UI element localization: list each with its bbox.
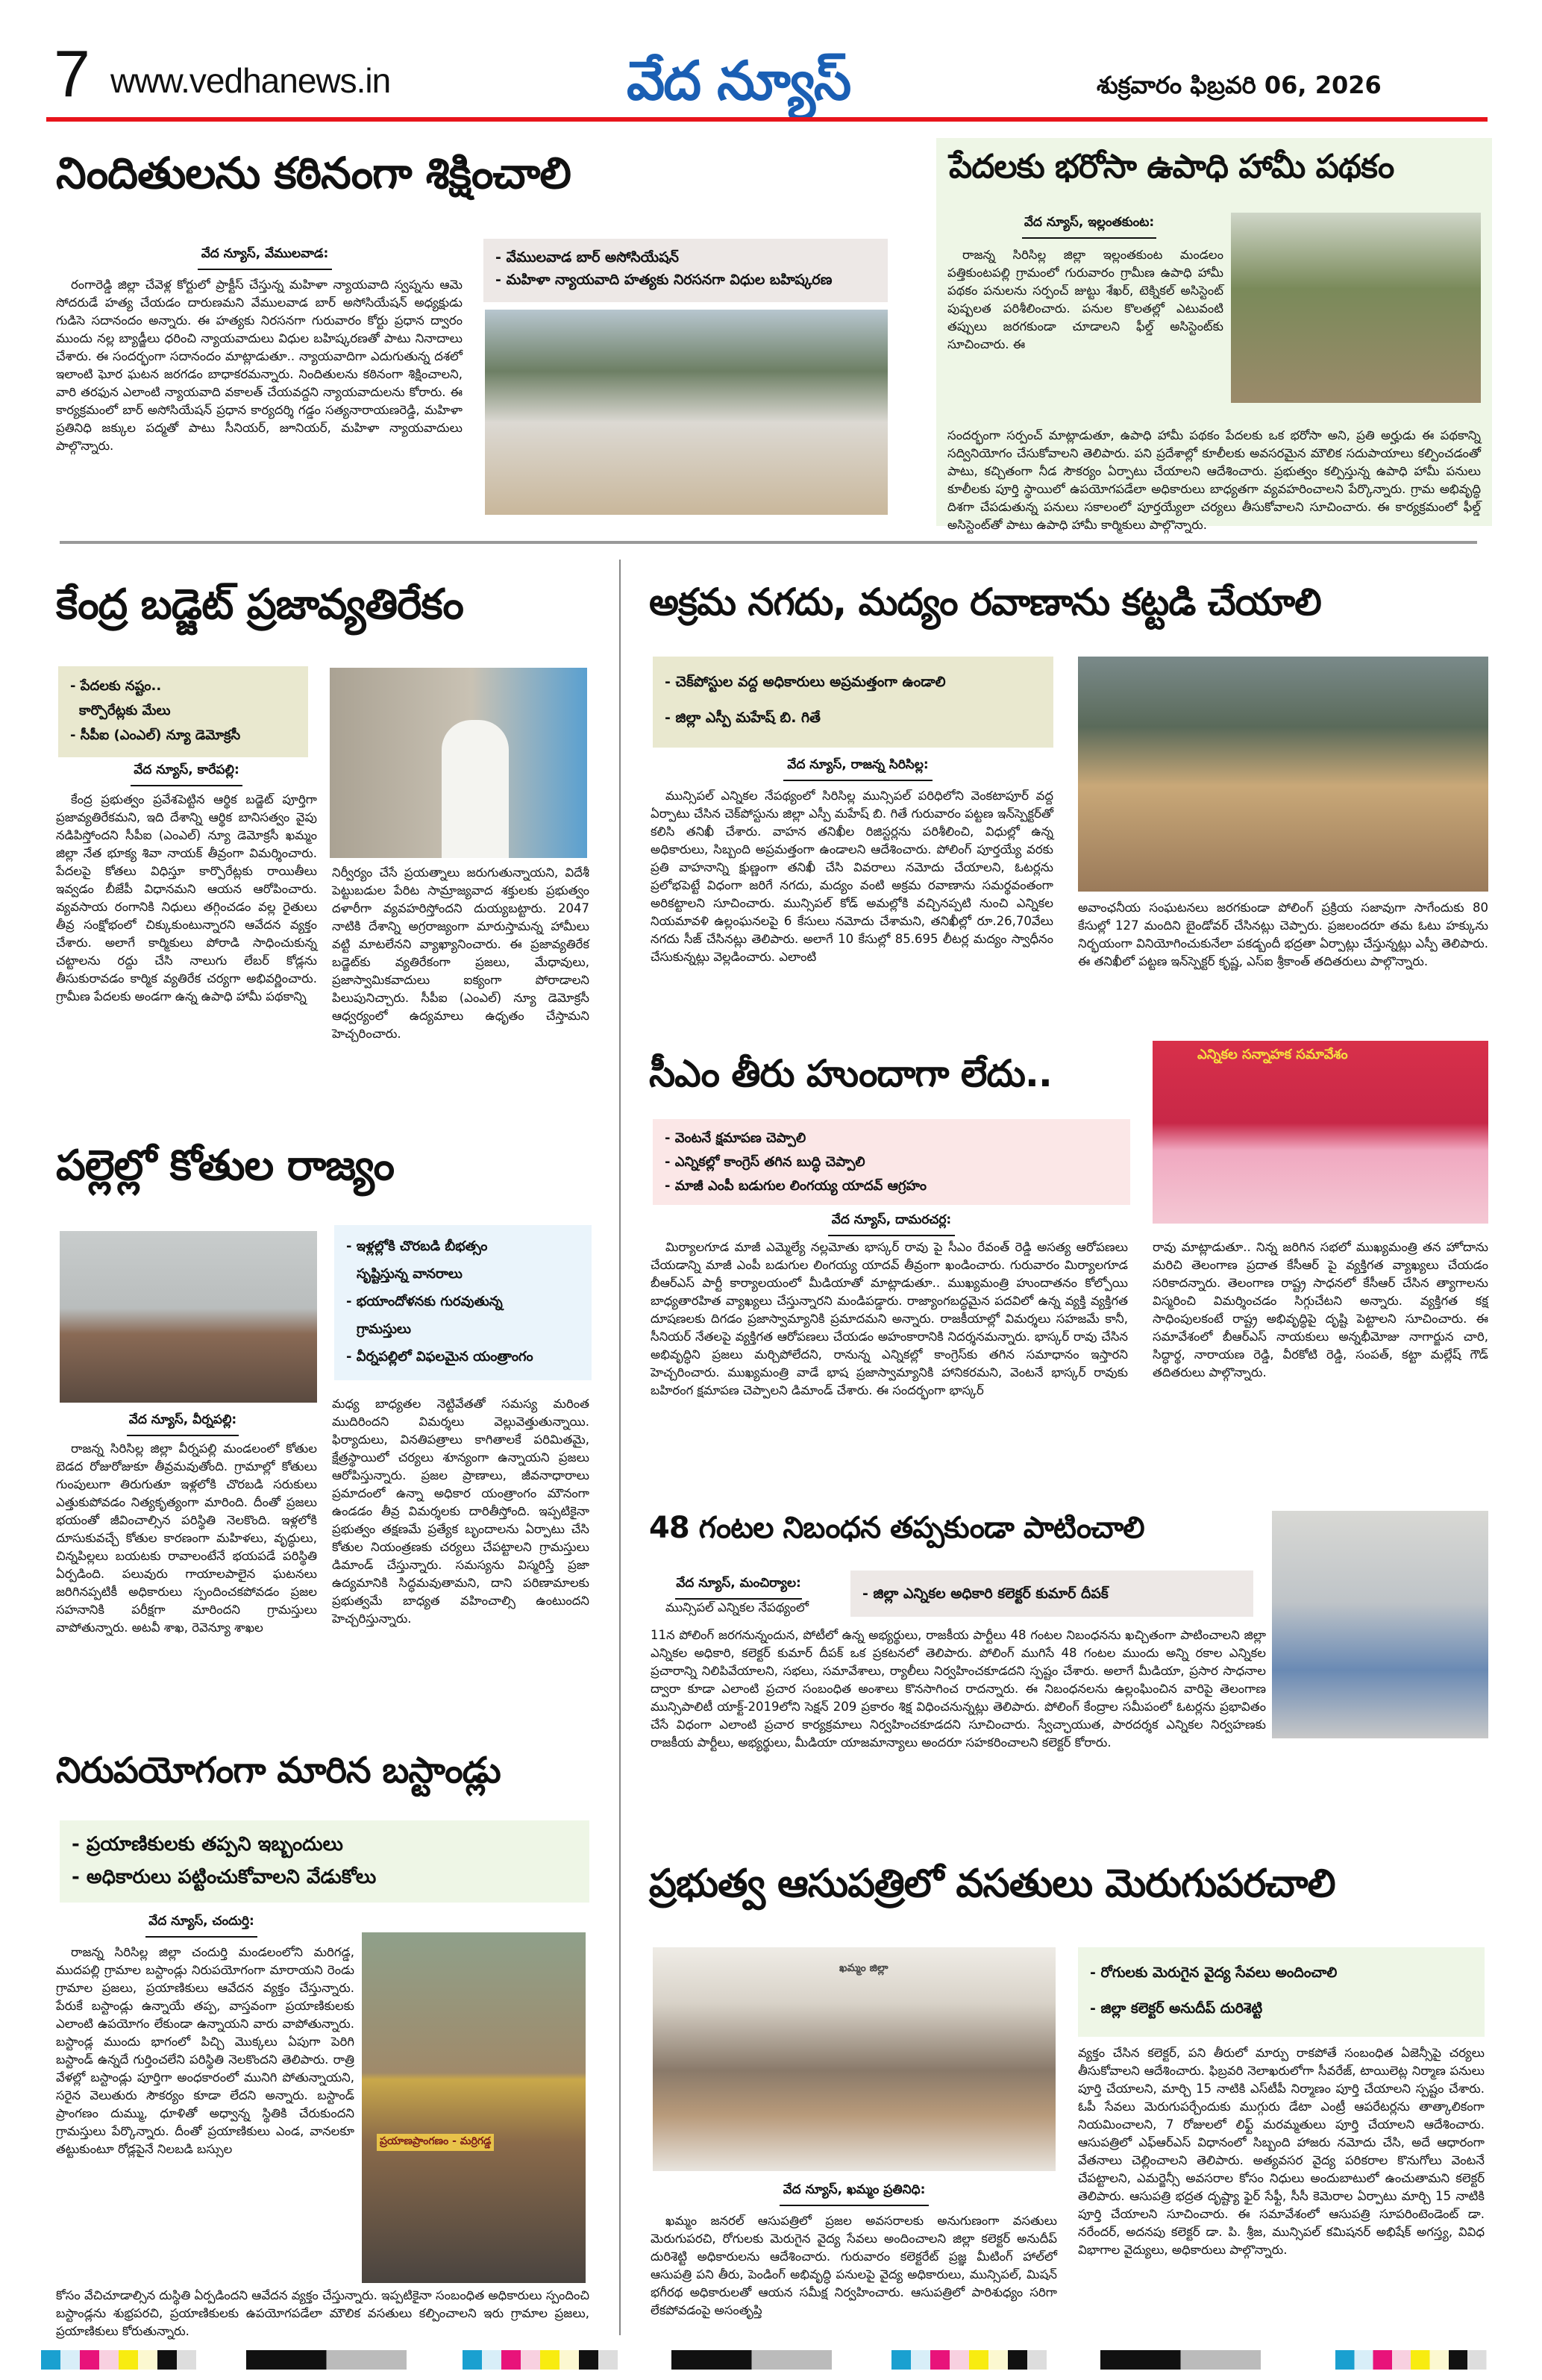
color-registration-bar bbox=[1100, 2350, 1261, 2370]
column-divider bbox=[619, 560, 621, 2335]
color-registration-bar bbox=[41, 2350, 235, 2370]
headline-a8: నిరుపయోగంగా మారిన బస్టాండ్లు bbox=[56, 1750, 501, 1791]
subhead: - వేములవాడ బార్ అసోసియేషన్ bbox=[495, 249, 680, 266]
article-body-a5-part1: మిర్యాలగూడ మాజీ ఎమ్మెల్యే నల్లమోతు భాస్కర్ రావు పై సీఎం రేవంత్ రెడ్డి అసత్య ఆరోపణలు చేయడాన్ని మాజీ ఎంపీ బడుగుల లింగయ్య యాదవ్ తీవ్రంగా ఖండించారు. గురువారం మిర్యాలగూడ బీఆర్ఎస్ పార్టీ కార్యాలయంలో మీడియాతో మాట్లాడుతూ.. ముఖ్యమంత్రి హుందాతనం కోల్పోయి బాధ్యతారహిత వ్యాఖ్యలు చేస్తున్నారని మండిపడ్డారు. రాజ్యాంగబద్ధమైన పదవిలో ఉన్న వ్యక్తి వ్యక్తిగత దూషణలకు దిగడం ప్రజాస్వామ్యానికి ప్రమాదమని అన్నారు. రాజకీయాల్లో విమర్శలు సహజమే కానీ, సీనియర్ నేతలపై వ్యక్తిగత ఆరోపణలు చేయడం అహంకారానికి నిదర్శనమన్నారు. భాస్కర్ రావు చేసిన అభివృద్ధిని ప్రజలు మర్చిపోలేదని, రానున్న ఎన్నికల్లో కాంగ్రెస్‌కు తగిన సమాధానం ఇస్తారని హెచ్చరించారు. ముఖ్యమంత్రి వాడే భాష ప్రజాస్వామ్యానికి హానికరమని, వెంటనే భాస్కర్ రావుకు బహిరంగ క్షమాపణ చెప్పాలని డిమాండ్ చేశారు. ఈ సందర్భంగా భాస్కర్ bbox=[651, 1240, 1128, 1397]
article-body-a1: రంగారెడ్డి జిల్లా చేవెళ్ల కోర్టులో ప్రాక్టీస్ చేస్తున్న మహిళా న్యాయవాది స్వప్నను ఆమె సోదరుడే హత్య చేయడం దారుణమని వేములవాడ బార్ అసోసియేషన్ అధ్యక్షుడు గుడిసె సదానందం అన్నారు. ఈ హత్యకు నిరసనగా గురువారం కోర్టు ప్రధాన ద్వారం ముందు నల్ల బ్యాడ్జీలు ధరించి న్యాయవాదులు విధుల బహిష్కరణతో పాటు నినాదాలు చేశారు. ఈ సందర్భంగా సదానందం మాట్లాడుతూ.. న్యాయవాదిగా ఎదుగుతున్న దశలో ఇలాంటి ఘోర ఘటన జరగడం బాధాకరమన్నారు. నిందితులను కఠినంగా శిక్షించాలని, వారి తరఫున ఎలాంటి న్యాయవాది వకాలత్ చేయవద్దని న్యాయవాదులను కోరారు. ఈ కార్యక్రమంలో బార్ అసోసియేషన్ ప్రధాన కార్యదర్శి గడ్డం సత్యనారాయణరెడ్డి, మహిళా ప్రతినిధి జక్కుల పద్మతో పాటు సీనియర్, జూనియర్, మహిళా న్యాయవాదులు పాల్గొన్నారు. bbox=[56, 278, 463, 453]
photo-cpi-leader bbox=[330, 668, 587, 858]
subhead: - జిల్లా కలెక్టర్ అనుదీప్ దురిశెట్టి bbox=[1090, 2000, 1263, 2017]
subhead: - అధికారులు పట్టించుకోవాలని వేడుకోలు bbox=[72, 1866, 377, 1888]
article-body-a7-part1: మున్సిపల్ ఎన్నికల నేపథ్యంలో bbox=[665, 1600, 809, 1615]
subheads-a6 bbox=[334, 1225, 592, 1380]
color-registration-bar bbox=[463, 2350, 656, 2370]
subhead: - భయాందోళనకు గురవుతున్న bbox=[346, 1294, 503, 1309]
byline-a8: వేద న్యూస్, చందుర్తి: bbox=[145, 1914, 257, 1938]
article-body-a4-part2: అవాంఛనీయ సంఘటనలు జరగకుండా పోలింగ్ ప్రక్రియ సజావుగా సాగేందుకు 80 కేసుల్లో 127 మందిని బైండోవర్ చేసినట్లు చెప్పారు. ప్రజలందరూ తమ ఓటు హక్కును నిర్భయంగా వినియోగించుకునేలా పకడ్బందీ భద్రతా ఏర్పాట్లు చేస్తున్నట్లు ఎస్పీ తెలిపారు. ఈ తనిఖీలో పట్టణ ఇన్‌స్పెక్టర్ కృష్ణ, ఎస్ఐ శ్రీకాంత్ తదితరులు పాల్గొన్నారు. bbox=[1078, 901, 1488, 968]
subhead: - ఇళ్లల్లోకి చొరబడి బీభత్సం bbox=[346, 1238, 488, 1254]
article-body-a5-part2: రావు మాట్లాడుతూ.. నిన్న జరిగిన సభలో ముఖ్యమంత్రి తన హోదాను మరిచి తెలంగాణ ప్రదాత కేసీఆర్ పై వ్యక్తిగత వ్యాఖ్యలు చేయడం సరికాదన్నారు. తెలంగాణ రాష్ట్ర సాధనలో కేసీఆర్ చేసిన త్యాగాలను విస్మరించి విమర్శించడం సిగ్గుచేటని అన్నారు. వ్యక్తిగత కక్ష సాధింపులకంటే రాష్ట్ర అభివృద్ధిపై దృష్టి పెట్టాలని సూచించారు. ఈ సమావేశంలో బీఆర్ఎస్ నాయకులు అన్నభీమోజు నాగార్జున చారి, సిద్ధార్థ, నారాయణ రెడ్డి, వీరకోటి రెడ్డి, సంపత్, కట్టా మల్లేష్ గౌడ్ తదితరులు పాల్గొన్నారు. bbox=[1153, 1240, 1488, 1380]
subhead: సృష్టిస్తున్న వానరాలు bbox=[357, 1266, 463, 1282]
byline-a5: వేద న్యూస్, దామరచర్ల: bbox=[828, 1212, 955, 1236]
subhead: - పేదలకు నష్టం.. bbox=[70, 678, 162, 694]
article-body-a7-part2: 11న పోలింగ్ జరగనున్నందున, పోటీలో ఉన్న అభ్యర్థులు, రాజకీయ పార్టీలు 48 గంటల నిబంధనను ఖచ్చితంగా పాటించాలని జిల్లా ఎన్నికల అధికారి, కలెక్టర్ కుమార్ దీపక్ ఒక ప్రకటనలో తెలిపారు. పోలింగ్ ముగిసే 48 గంటల ముందు అన్ని రకాల ఎన్నికల ప్రచారాన్ని నిలిపివేయాలని, సభలు, సమావేశాలు, ర్యాలీలు నిర్వహించకూడదని స్పష్టం చేశారు. అలాగే మీడియా, ప్రసార సాధనాల ద్వారా కూడా ఎలాంటి ప్రచార సంబంధిత అంశాలు కొనసాగించ రాదన్నారు. ఈ నిబంధనలను ఉల్లంఘించిన వారిపై తెలంగాణ మున్సిపాలిటీ యాక్ట్-2019లోని సెక్షన్ 209 ప్రకారం శిక్ష విధించనున్నట్లు తెలిపారు. పోలింగ్ కేంద్రాల సమీపంలో ఓటర్లను ప్రభావితం చేసే విధంగా ఎలాంటి ప్రచార కార్యక్రమాలు నిర్వహించకూడదని సూచించారు. స్వేచ్ఛాయుత, పారదర్శక ఎన్నికల నిర్వహణకు రాజకీయ పార్టీలు, అభ్యర్థులు, మీడియా యాజమాన్యాలు అందరూ సహకరించాలని కలెక్టర్ కోరారు. bbox=[651, 1628, 1266, 1750]
section-divider bbox=[60, 541, 1477, 544]
bus-shelter-sign: ప్రయాణప్రాంగణం - మర్రిగడ్డ bbox=[377, 2134, 494, 2151]
subhead: - చెక్‌పోస్టుల వద్ద అధికారులు అప్రమత్తంగా ఉండాలి bbox=[665, 674, 946, 690]
headline-a4: అక్రమ నగదు, మద్యం రవాణాను కట్టడి చేయాలి bbox=[649, 580, 1321, 624]
subheads-a1 bbox=[483, 239, 888, 302]
color-registration-bar bbox=[671, 2350, 832, 2370]
photo-bus-shelter bbox=[362, 1932, 586, 2283]
byline-a3: వేద న్యూస్, కారేపల్లి: bbox=[131, 762, 242, 786]
subhead: గ్రామస్తులు bbox=[357, 1321, 411, 1337]
hall-sign: ఖమ్మం జిల్లా bbox=[839, 1962, 888, 1974]
byline-a7: వేద న్యూస్, మంచిర్యాల: bbox=[675, 1576, 802, 1600]
headline-a7: 48 గంటల నిబంధన తప్పకుండా పాటించాలి bbox=[649, 1511, 1144, 1545]
page-number: 7 bbox=[54, 37, 90, 110]
headline-a2: పేదలకు భరోసా ఉపాధి హామీ పథకం bbox=[949, 148, 1394, 186]
article-body-a3-part1: కేంద్ర ప్రభుత్వం ప్రవేశపెట్టిన ఆర్థిక బడ్జెట్ పూర్తిగా ప్రజావ్యతిరేకమని, ఇది దేశాన్ని ఆర్థిక బానిసత్వం వైపు నడిపిస్తోందని సీపీఐ (ఎంఎల్) న్యూ డెమోక్రసీ ఖమ్మం జిల్లా నేత భూక్య శివా నాయక్ తీవ్రంగా విమర్శించారు. పేదలపై కోతలు విధిస్తూ కార్పొరేట్లకు రాయితీలు ఇవ్వడం బీజేపీ విధానమని ఆయన ఆరోపించారు. వ్యవసాయ రంగానికి నిధులు తగ్గించడం వల్ల రైతులు తీవ్ర సంక్షోభంలో చిక్కుకుంటున్నారని ఆవేదన వ్యక్తం చేశారు. అలాగే కార్మికులు పోరాడి సాధించుకున్న చట్టాలను రద్దు చేసి నాలుగు లేబర్ కోడ్లను తీసుకురావడం కార్మిక వ్యతిరేక చర్యగా అభివర్ణించారు. గ్రామీణ పేదలకు అండగా ఉన్న ఉపాధి హామీ పథకాన్ని bbox=[56, 792, 317, 1003]
byline-a2: వేద న్యూస్, ఇల్లంతకుంట: bbox=[1022, 215, 1156, 239]
article-body-a6-part2: మధ్య బాధ్యతల నెట్టివేతతో సమస్య మరింత ముదిరిందని విమర్శలు వెల్లువెత్తుతున్నాయి. ఫిర్యాదులు, వినతిపత్రాలు కాగితాలకే పరిమితమై, క్షేత్రస్థాయిలో చర్యలు శూన్యంగా ఉన్నాయని ప్రజలు ఆరోపిస్తున్నారు. ప్రజల ప్రాణాలు, జీవనాధారాలు ప్రమాదంలో ఉన్నా అధికార యంత్రాంగం మౌనంగా ఉండడం తీవ్ర విమర్శలకు దారితీస్తోంది. ఇప్పటికైనా ప్రభుత్వం తక్షణమే ప్రత్యేక బృందాలను ఏర్పాటు చేసి కోతుల నియంత్రణకు చర్యలు చేపట్టాలని గ్రామస్తులు డిమాండ్ చేస్తున్నారు. సమస్యను విస్మరిస్తే ప్రజా ఉద్యమానికి సిద్ధమవుతామని, దాని పరిణామాలకు ప్రభుత్వమే బాధ్యత వహించాల్సి ఉంటుందని హెచ్చరిస్తున్నారు. bbox=[332, 1397, 589, 1626]
headline-a3: కేంద్ర బడ్జెట్ ప్రజావ్యతిరేకం bbox=[56, 580, 463, 629]
color-registration-bar bbox=[891, 2350, 1085, 2370]
header-rule bbox=[46, 117, 1488, 122]
color-registration-bar bbox=[1335, 2350, 1507, 2370]
byline-a9: వేద న్యూస్, ఖమ్మం ప్రతినిధి: bbox=[780, 2182, 929, 2206]
byline-a4: వేద న్యూస్, రాజన్న సిరిసిల్ల: bbox=[783, 757, 933, 781]
article-body-a2-part1: రాజన్న సిరిసిల్ల జిల్లా ఇల్లంతకుంట మండలం పత్తికుంటపల్లి గ్రామంలో గురువారం గ్రామీణ ఉపాధి హామీ పథకం పనులను సర్పంచ్ జుట్టు శేఖర్, టెక్నికల్ అసిస్టెంట్ పుష్పలత పరిశీలించారు. పనుల కొలతల్లో ఎటువంటి తప్పులు జరగకుండా చూడాలని ఫీల్డ్ అసిస్టెంట్‌కు సూచించారు. ఈ bbox=[947, 248, 1223, 351]
masthead-logo: వేద న్యూస్ bbox=[627, 49, 850, 112]
photo-collector bbox=[1272, 1511, 1488, 1738]
subheads-a8 bbox=[60, 1820, 589, 1903]
photo-monkeys-on-roof bbox=[60, 1231, 317, 1403]
issue-date: శుక్రవారం ఫిబ్రవరి 06, 2026 bbox=[1097, 71, 1382, 99]
subhead: - వీర్నపల్లిలో విఫలమైన యంత్రాంగం bbox=[346, 1349, 533, 1365]
headline-a9: ప్రభుత్వ ఆసుపత్రిలో వసతులు మెరుగుపరచాలి bbox=[649, 1861, 1335, 1906]
photo-lawyers-protest bbox=[485, 310, 888, 515]
article-body-a6-part1: రాజన్న సిరిసిల్ల జిల్లా వీర్నపల్లి మండలంలో కోతుల బెడద రోజురోజుకూ తీవ్రమవుతోంది. గ్రామాల్లో కోతులు గుంపులుగా తిరుగుతూ ఇళ్లలోకి చొరబడి సరుకులు ఎత్తుకుపోవడం నిత్యకృత్యంగా మారింది. దీంతో ప్రజలు భయంతో జీవించాల్సిన పరిస్థితి నెలకొంది. ఇళ్లలోకి దూసుకువచ్చే కోతుల కారణంగా మహిళలు, వృద్ధులు, చిన్నపిల్లలు బయటకు రావాలంటేనే భయపడే పరిస్థితి ఏర్పడింది. పలువురు గాయాలపాలైన ఘటనలు జరిగినప్పటికీ అధికారులు స్పందించకపోవడం ప్రజల సహనానికి పరీక్షగా మారిందని గ్రామస్తులు వాపోతున్నారు. అటవీ శాఖ, రెవెన్యూ శాఖల bbox=[56, 1441, 317, 1635]
subhead: - ప్రయాణికులకు తప్పని ఇబ్బందులు bbox=[72, 1833, 343, 1856]
byline-a1: వేద న్యూస్, వేములవాడ: bbox=[198, 246, 332, 270]
subhead: - సీపీఐ (ఎంఎల్) న్యూ డెమోక్రసీ bbox=[70, 727, 241, 743]
photo-field-inspection bbox=[1231, 213, 1481, 403]
website-url[interactable]: www.vedhanews.in bbox=[110, 61, 391, 100]
subhead: - వెంటనే క్షమాపణ చెప్పాలి bbox=[665, 1130, 806, 1146]
subhead: - రోగులకు మెరుగైన వైద్య సేవలు అందించాలి bbox=[1090, 1964, 1338, 1981]
subhead: - ఎన్నికల్లో కాంగ్రెస్ తగిన బుద్ధి చెప్పాలి bbox=[665, 1154, 865, 1170]
headline-a6: పల్లెల్లో కోతుల రాజ్యం bbox=[56, 1142, 394, 1190]
subheads-a9 bbox=[1078, 1947, 1485, 2037]
photo-sp-checkpost bbox=[1078, 657, 1488, 892]
article-body-a2-part2: సందర్భంగా సర్పంచ్ మాట్లాడుతూ, ఉపాధి హామీ పథకం పేదలకు ఒక భరోసా అని, ప్రతి అర్హుడు ఈ పథకాన్ని సద్వినియోగం చేసుకోవాలని తెలిపారు. పని ప్రదేశాల్లో కూలీలకు అవసరమైన మౌలిక సదుపాయాలు కల్పించడంతో పాటు, కచ్చితంగా నీడ సౌకర్యం ఏర్పాటు చేయాలని ఆదేశించారు. ప్రభుత్వం కల్పిస్తున్న ఉపాధి హామీ పనులు కూలీలకు పూర్తి స్థాయిలో ఉపయోగపడేలా అధికారులు బాధ్యతగా వ్యవహరించాలని పేర్కొన్నారు. గ్రామ అభివృద్ధి దిశగా చేపడుతున్న పనులు సకాలంలో పూర్తయ్యేలా చర్యలు తీసుకోవాలని సూచించారు. ఈ కార్యక్రమంలో ఫీల్డ్ అసిస్టెంట్‌తో పాటు ఉపాధి హామీ కార్మికులు పాల్గొన్నారు. bbox=[947, 428, 1481, 532]
article-body-a9-part2: వ్యక్తం చేసిన కలెక్టర్, పని తీరులో మార్పు రాకపోతే సంబంధిత ఏజెన్సీపై చర్యలు తీసుకోవాలని ఆదేశించారు. ఫిబ్రవరి నెలాఖరులోగా సీవరేజ్, టాయిలెట్ల నిర్మాణ పనులు పూర్తి చేయాలని, మార్చి 15 నాటికి ఎస్‌టీపీ నిర్మాణం పూర్తి చేయాలని స్పష్టం చేశారు. ఓపీ సేవలు మెరుగుపర్చేందుకు ముగ్గురు డేటా ఎంట్రీ ఆపరేటర్లను తాత్కాలికంగా నియమించాలని, 7 రోజులలో లిఫ్ట్ మరమ్మతులు పూర్తి చేయాలని ఆదేశించారు. ఆసుపత్రిలో ఎఫ్ఆర్ఎస్ విధానంలో సిబ్బంది హాజరు నమోదు చేసి, అదే ఆధారంగా వేతనాలు చెల్లించాలని తెలిపారు. అత్యవసర వైద్య పరికరాల కొనుగోలు వెంటనే చేపట్టాలని, ఎమర్జెన్సీ అవసరాల కోసం నిధులు అందుబాటులో ఉంచుతామని కలెక్టర్ తెలిపారు. ఆసుపత్రి భద్రత దృష్ట్యా ఫైర్ సేఫ్టీ, సీసీ కెమెరాల ఏర్పాటు మార్చి 15 నాటికి పూర్తి చేయాలని సూచించారు. ఈ సమావేశంలో ఆసుపత్రి సూపరింటెండెంట్ డా. నరేందర్, అదనపు కలెక్టర్ డా. పి. శ్రీజ, మున్సిపల్ కమిషనర్ అభిషేక్ అగస్త్య, వివిధ విభాగాల వైద్యులు, అధికారులు పాల్గొన్నారు. bbox=[1078, 2046, 1485, 2257]
article-body-a3-part2: నిర్వీర్యం చేసే ప్రయత్నాలు జరుగుతున్నాయని, విదేశీ పెట్టుబడుల పేరిట సామ్రాజ్యవాద శక్తులకు ప్రభుత్వం దళారీగా వ్యవహరిస్తోందని దుయ్యబట్టారు. 2047 నాటికి దేశాన్ని అగ్రరాజ్యంగా మారుస్తామన్న హామీలు వట్టి మాటలేనని వ్యాఖ్యానించారు. ఈ ప్రజావ్యతిరేక బడ్జెట్‌కు వ్యతిరేకంగా ప్రజలు, మేధావులు, ప్రజాస్వామికవాదులు ఐక్యంగా పోరాడాలని పిలుపునిచ్చారు. సీపీఐ (ఎంఎల్) న్యూ డెమోక్రసీ ఆధ్వర్యంలో ఉద్యమాలు ఉధృతం చేస్తామని హెచ్చరించారు. bbox=[332, 865, 589, 1041]
subhead-a7 bbox=[850, 1571, 1253, 1617]
headline-a5: సీఎం తీరు హుందాగా లేదు.. bbox=[649, 1052, 1052, 1095]
color-registration-bar bbox=[246, 2350, 407, 2370]
subheads-a5 bbox=[653, 1119, 1130, 1205]
article-body-a9-part1: ఖమ్మం జనరల్ ఆసుపత్రిలో ప్రజల అవసరాలకు అనుగుణంగా వసతులు మెరుగుపరచి, రోగులకు మెరుగైన వైద్య సేవలు అందించాలని జిల్లా కలెక్టర్ అనుదీప్ దురిశెట్టి అధికారులను ఆదేశించారు. గురువారం కలెక్టరేట్ ప్రజ్ఞ మీటింగ్ హాల్‌లో ఆసుపత్రి పని తీరు, పెండింగ్ అభివృద్ధి పనులపై వైద్య అధికారులు, మున్సిపల్, మిషన్ భగీరథ అధికారులతో ఆయన సమీక్ష నిర్వహించారు. ఆసుపత్రిలో పారిశుధ్యం సరిగా లేకపోవడంపై అసంతృప్తి bbox=[651, 2214, 1057, 2317]
subhead: - జిల్లా ఎన్నికల అధికారి కలెక్టర్ కుమార్ దీపక్ bbox=[862, 1585, 1109, 1602]
article-body-a8-part2: కోసం వేచిచూడాల్సిన దుస్థితి ఏర్పడిందని ఆవేదన వ్యక్తం చేస్తున్నారు. ఇప్పటికైనా సంబంధిత అధికారులు స్పందించి బస్టాండ్లను శుభ్రపరచి, ప్రయాణికులకు ఉపయోగపడేలా మౌలిక వసతులు కల్పించాలని ఇరు గ్రామాల ప్రజలు, ప్రయాణికులు కోరుతున్నారు. bbox=[56, 2288, 589, 2338]
headline-a1: నిందితులను కఠినంగా శిక్షించాలి bbox=[56, 148, 571, 198]
subhead: - జిల్లా ఎస్పీ మహేష్ బి. గితే bbox=[665, 710, 821, 726]
subheads-a4 bbox=[653, 657, 1053, 748]
subhead: - మాజీ ఎంపీ బడుగుల లింగయ్య యాదవ్ ఆగ్రహం bbox=[665, 1178, 927, 1194]
banner-text: ఎన్నికల సన్నాహక సమావేశం bbox=[1197, 1047, 1348, 1062]
subhead: కార్పొరేట్లకు మేలు bbox=[79, 703, 171, 718]
photo-brs-press-meet bbox=[1153, 1041, 1488, 1224]
photo-review-meeting bbox=[653, 1947, 1056, 2171]
subhead: - మహిళా న్యాయవాది హత్యకు నిరసనగా విధుల బహిష్కరణ bbox=[495, 272, 833, 288]
byline-a6: వేద న్యూస్, వీర్నపల్లి: bbox=[127, 1412, 239, 1436]
article-body-a8-part1: రాజన్న సిరిసిల్ల జిల్లా చందుర్తి మండలంలోని మరిగడ్డ, ముదపల్లి గ్రామాల బస్టాండ్లు నిరుపయోగంగా మారాయని రెండు గ్రామాల ప్రజలు, ప్రయాణికులు ఆవేదన వ్యక్తం చేస్తున్నారు. పేరుకే బస్టాండ్లు ఉన్నాయే తప్ప, వాస్తవంగా ప్రయాణికులకు ఎలాంటి ఉపయోగం లేకుండా ఉన్నాయని వారు వాపోతున్నారు. బస్టాండ్ల ముందు భాగంలో పిచ్చి మొక్కలు ఏపుగా పెరిగి బస్టాండ్ ఉన్నదే గుర్తించలేని పరిస్థితి నెలకొందని తెలిపారు. రాత్రి వేళల్లో బస్టాండ్లు పూర్తిగా అంధకారంలో మునిగి పోతున్నాయని, సరైన వెలుతురు సౌకర్యం కూడా లేదని అన్నారు. బస్టాండ్ ప్రాంగణం దుమ్ము, ధూళితో అధ్వాన్న స్థితికి చేరుకుందని గ్రామస్తులు పేర్కొన్నారు. దీంతో ప్రయాణికులు ఎండ, వానలకూ తట్టుకుంటూ రోడ్లపైనే నిలబడి బస్సుల bbox=[56, 1945, 354, 2156]
subheads-a3 bbox=[58, 666, 308, 757]
article-body-a4-part1: మున్సిపల్ ఎన్నికల నేపథ్యంలో సిరిసిల్ల మున్సిపల్ పరిధిలోని వెంకటాపూర్ వద్ద ఏర్పాటు చేసిన చెక్‌పోస్టును జిల్లా ఎస్పీ మహేష్ బి. గితే గురువారం పట్టణ ఇన్‌స్పెక్టర్‌తో కలిసి తనిఖీ చేశారు. వాహన తనిఖీల రిజిస్టర్లను పరిశీలించి, విధుల్లో ఉన్న అధికారులు, సిబ్బంది అప్రమత్తంగా ఉండాలని ఆదేశించారు. పోలింగ్ పూర్తయ్యే వరకు ప్రతి వాహనాన్ని క్షుణ్ణంగా తనిఖీ చేసి వివరాలు నమోదు చేయాలని, ఓటర్లను ప్రలోభపెట్టే విధంగా జరిగే నగదు, మద్యం వంటి అక్రమ రవాణాను సమర్థవంతంగా అరికట్టాలని సూచించారు. మున్సిపల్ కోడ్ అమల్లోకి వచ్చినప్పటి నుంచి ఎన్నికల నియమావళి ఉల్లంఘనలపై 6 కేసులు నమోదు చేశామని, తనిఖీల్లో రూ.26,70వేలు నగదు సీజ్ చేసినట్లు తెలిపారు. అలాగే 10 కేసుల్లో 85.695 లీటర్ల మద్యం స్వాధీనం చేసుకున్నట్లు వెల్లడించారు. ఎలాంటి bbox=[651, 789, 1053, 964]
